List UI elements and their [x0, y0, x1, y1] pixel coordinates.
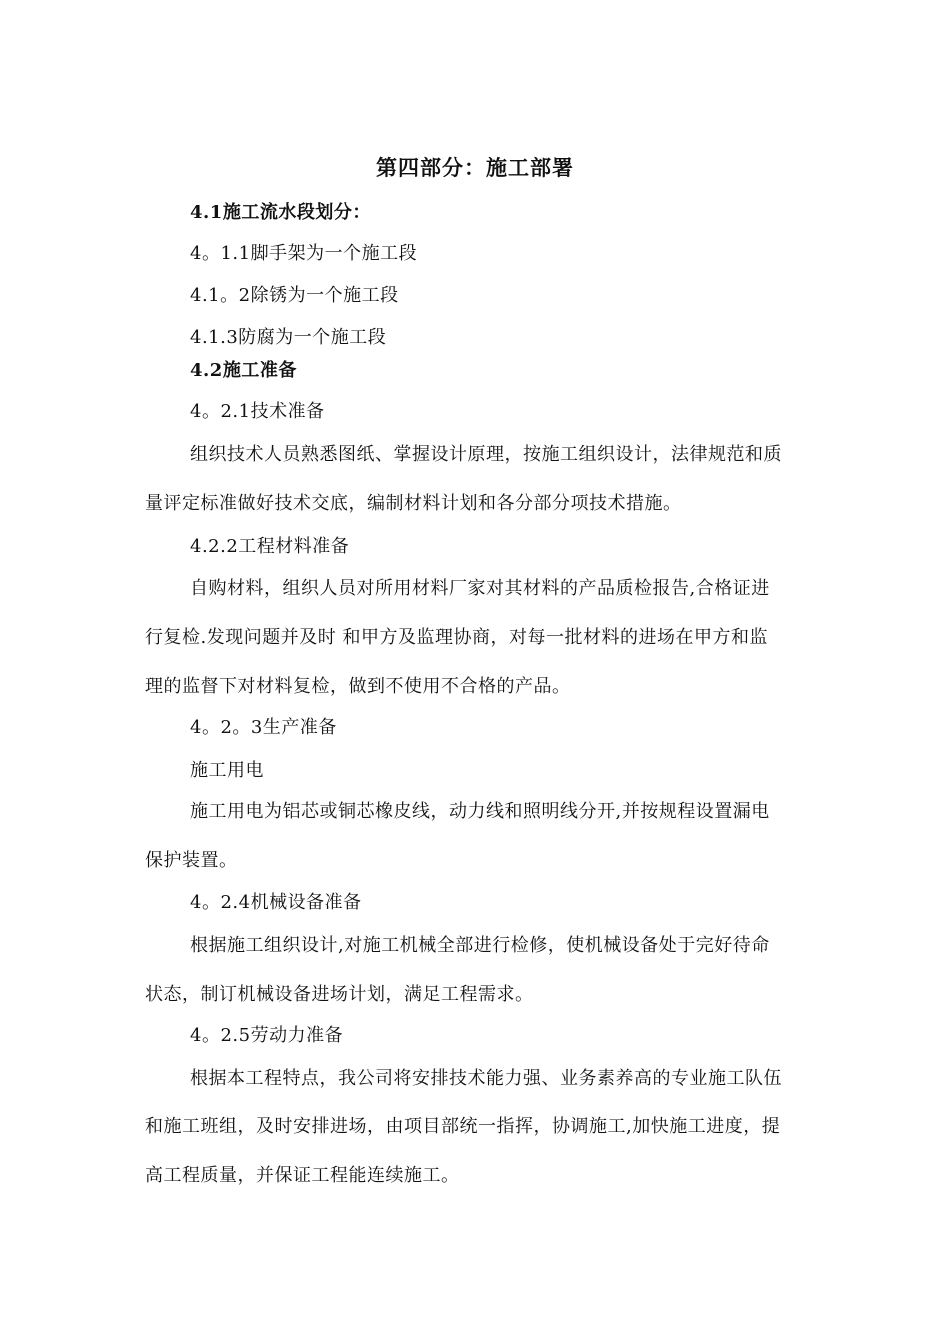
page-title: 第四部分：施工部署: [376, 155, 574, 180]
subsection-4-2-4: 4。2.4机械设备准备: [190, 892, 362, 913]
paragraph-line: 组织技术人员熟悉图纸、掌握设计原理，按施工组织设计，法律规范和质: [190, 444, 782, 465]
subsection-4-1-1: 4。1.1脚手架为一个施工段: [190, 243, 418, 264]
paragraph-line: 施工用电: [190, 760, 264, 781]
paragraph-line: 自购材料，组织人员对所用材料厂家对其材料的产品质检报告,合格证进: [190, 578, 770, 599]
paragraph-line: 量评定标准做好技术交底，编制材料计划和各分部分项技术措施。: [145, 493, 682, 514]
subsection-4-2-5: 4。2.5劳动力准备: [190, 1025, 344, 1046]
paragraph-line: 施工用电为铝芯或铜芯橡皮线，动力线和照明线分开,并按规程设置漏电: [190, 801, 770, 822]
subsection-4-2-2: 4.2.2工程材料准备: [190, 536, 350, 557]
subsection-4-2-1: 4。2.1技术准备: [190, 401, 325, 422]
paragraph-line: 高工程质量，并保证工程能连续施工。: [145, 1165, 460, 1186]
subsection-4-1-2: 4.1。2除锈为一个施工段: [190, 285, 399, 306]
section-heading-4-2: 4.2施工准备: [190, 360, 297, 381]
paragraph-line: 保护装置。: [145, 850, 238, 871]
subsection-4-2-3: 4。2。3生产准备: [190, 717, 337, 738]
section-heading-4-1: 4.1施工流水段划分：: [190, 202, 371, 223]
paragraph-line: 和施工班组，及时安排进场，由项目部统一指挥，协调施工,加快施工进度，提: [145, 1116, 781, 1137]
paragraph-line: 根据本工程特点，我公司将安排技术能力强、业务素养高的专业施工队伍: [190, 1068, 782, 1089]
paragraph-line: 理的监督下对材料复检，做到不使用不合格的产品。: [145, 676, 571, 697]
paragraph-line: 状态，制订机械设备进场计划，满足工程需求。: [145, 984, 534, 1005]
paragraph-line: 根据施工组织设计,对施工机械全部进行检修，使机械设备处于完好待命: [190, 935, 770, 956]
subsection-4-1-3: 4.1.3防腐为一个施工段: [190, 327, 387, 348]
paragraph-line: 行复检.发现问题并及时 和甲方及监理协商，对每一批材料的进场在甲方和监: [145, 627, 768, 648]
